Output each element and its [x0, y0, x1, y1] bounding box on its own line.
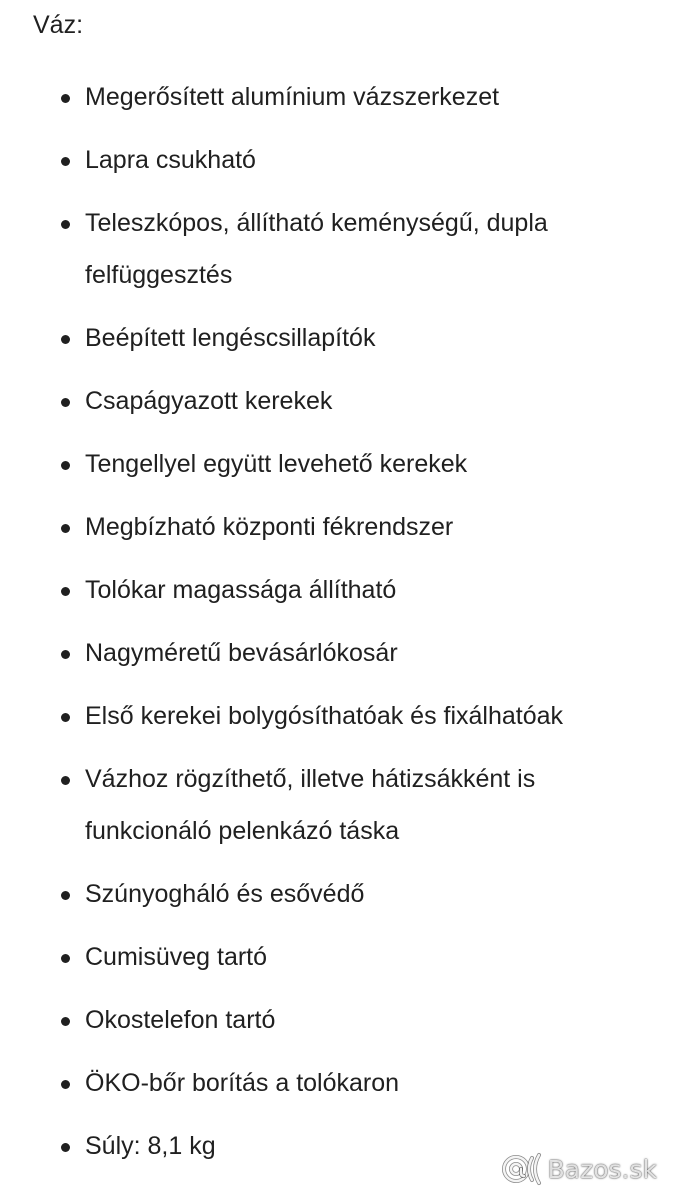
list-item-text: Csapágyazott kerekek — [85, 387, 333, 415]
list-item-text: Első kerekei bolygósíthatóak és fixálhatóak — [85, 702, 564, 730]
at-waves-logo-icon — [500, 1152, 544, 1186]
list-item — [0, 197, 675, 301]
list-item — [0, 690, 675, 742]
list-item — [0, 71, 675, 123]
bullet-icon — [61, 713, 70, 722]
bullet-icon — [61, 1017, 70, 1026]
list-item-text: Beépített lengéscsillapítók — [85, 324, 376, 352]
list-item-text: Lapra csukható — [85, 146, 256, 174]
list-item-text: Okostelefon tartó — [85, 1006, 276, 1034]
watermark — [500, 1150, 657, 1188]
list-item-text: Tolókar magassága állítható — [85, 576, 397, 604]
bullet-icon — [61, 776, 70, 785]
list-item-text: Megerősített alumínium vázszerkezet — [85, 83, 500, 111]
bullet-icon — [61, 157, 70, 166]
list-item — [0, 375, 675, 427]
list-item — [0, 501, 675, 553]
bullet-icon — [61, 524, 70, 533]
bullet-icon — [61, 891, 70, 900]
bullet-icon — [61, 650, 70, 659]
bullet-icon — [61, 954, 70, 963]
list-item-text: Súly: 8,1 kg — [85, 1132, 216, 1160]
list-item — [0, 753, 675, 857]
section-heading: Váz: — [33, 11, 84, 39]
list-item — [0, 438, 675, 490]
list-item-text: Vázhoz rögzíthető, illetve hátizsákként is funkcionáló pelenkázó táska — [85, 765, 536, 845]
list-item-text: Szúnyogháló és esővédő — [85, 880, 365, 908]
bullet-icon — [61, 1143, 70, 1152]
list-item — [0, 312, 675, 364]
bullet-icon — [61, 94, 70, 103]
bullet-icon — [61, 335, 70, 344]
feature-list — [0, 71, 675, 1183]
list-item-text: Megbízható központi fékrendszer — [85, 513, 454, 541]
list-item — [0, 134, 675, 186]
list-item-text: Nagyméretű bevásárlókosár — [85, 639, 398, 667]
list-item — [0, 994, 675, 1046]
list-item — [0, 868, 675, 920]
bullet-icon — [61, 461, 70, 470]
list-item-text: ÖKO-bőr borítás a tolókaron — [85, 1069, 400, 1097]
list-item-text: Teleszkópos, állítható keménységű, dupla felfüggesztés — [85, 209, 548, 289]
list-item — [0, 627, 675, 679]
list-item — [0, 931, 675, 983]
bullet-icon — [61, 398, 70, 407]
bullet-icon — [61, 587, 70, 596]
bullet-icon — [61, 1080, 70, 1089]
list-item-text: Cumisüveg tartó — [85, 943, 268, 971]
list-item — [0, 564, 675, 616]
list-item-text: Tengellyel együtt levehető kerekek — [85, 450, 468, 478]
bullet-icon — [61, 220, 70, 229]
watermark-text: Bazos.sk — [547, 1154, 657, 1184]
list-item — [0, 1057, 675, 1109]
